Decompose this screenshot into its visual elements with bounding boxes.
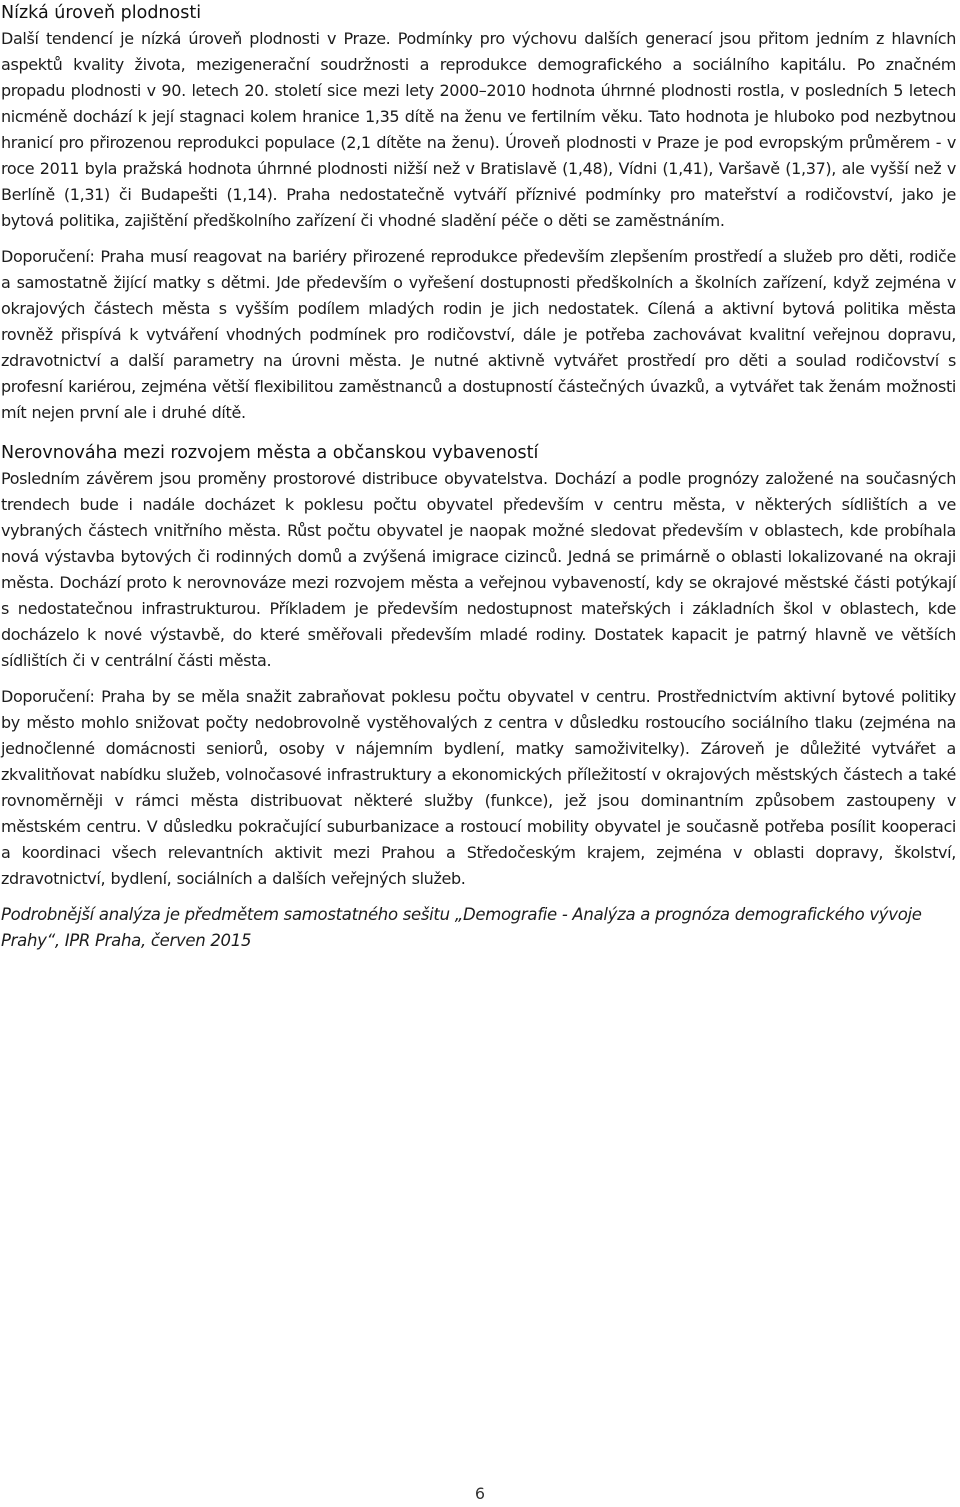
spacer xyxy=(1,426,956,440)
spacer xyxy=(1,892,956,902)
spacer xyxy=(1,674,956,684)
fertility-heading: Nízká úroveň plodnosti xyxy=(1,3,202,23)
imbalance-paragraph: Posledním závěrem jsou proměny prostorové distribuce obyvatelstva. Dochází a podle prognózy založené na současných trendech bude i nadále docházet k poklesu počtu obyvatel především v centru města, v některých sídlištích a ve vybraných částech vnitřního města. Růst počtu obyvatel je naopak možné sledovat především v oblastech, kde probíhala nová výstavba bytových či rodinných domů a zvýšená imigrace cizinců. Jedná se primárně o oblasti lokalizované na okraji města. Dochází proto k nerovnováze mezi rozvojem města a veřejnou vybaveností, kdy se okrajové městské části potýkají s nedostatečnou infrastrukturou. Příkladem je především nedostupnost mateřských i základních škol v oblastech, kde docházelo k nové výstavbě, do které směřovali především mladé rodiny. Dostatek kapacit je patrný hlavně ve větších sídlištích či v centrální části města. xyxy=(1,469,956,670)
page-number: 6 xyxy=(474,1484,486,1503)
imbalance-heading: Nerovnováha mezi rozvojem města a občanskou vybaveností xyxy=(1,443,539,463)
imbalance-recommendation: Doporučení: Praha by se měla snažit zabraňovat poklesu počtu obyvatel v centru. Prostřednictvím aktivní bytové politiky by město mohlo snižovat počty nedobrovolně vystěhovalých z centra v důsledku rostoucího sociálního tlaku (zejména na jednočlenné domácnosti seniorů, osoby v nájemním bydlení, matky samoživitelky). Zároveň je důležité vytvářet a zkvalitňovat nabídku služeb, volnočasové infrastruktury a ekonomických příležitostí v okrajových městských částech a také rovnoměrněji v rámci města distribuovat některé služby (funkce), jež jsou dominantním způsobem zastoupeny v městském centru. V důsledku pokračující suburbanizace a rostoucí mobility obyvatel je současně potřeba posílit kooperaci a koordinaci všech relevantních aktivit mezi Prahou a Středočeským krajem, zejména v oblasti dopravy, školství, zdravotnictví, bydlení, sociálních a dalších veřejných služeb. xyxy=(1,687,956,888)
spacer xyxy=(1,234,956,244)
fertility-paragraph: Další tendencí je nízká úroveň plodnosti v Praze. Podmínky pro výchovu dalších generací jsou přitom jedním z hlavních aspektů kvality života, mezigenerační soudržnosti a reprodukce demografického a sociálního kapitálu. Po značném propadu plodnosti v 90. letech 20. století sice mezi lety 2000–2010 hodnota úhrnné plodnosti rostla, v posledních 5 letech nicméně dochází k její stagnaci kolem hranice 1,35 dítě na ženu ve fertilním věku. Tato hodnota je hluboko pod nezbytnou hranicí pro přirozenou reprodukci populace (2,1 dítěte na ženu). Úroveň plodnosti v Praze je pod evropským průměrem - v roce 2011 byla pražská hodnota úhrnné plodnosti nižší než v Bratislavě (1,48), Vídni (1,41), Varšavě (1,37), ale vyšší než v Berlíně (1,31) či Budapešti (1,14). Praha nedostatečně vytváří příznivé podmínky pro mateřství a rodičovství, jako je bytová politika, zajištění předškolního zařízení či vhodné sladění péče o děti se zaměstnáním. xyxy=(1,29,956,230)
source-footnote: Podrobnější analýza je předmětem samostatného sešitu „Demografie - Analýza a prognóza demografického vývoje Prahy“, IPR Praha, červen 2015 xyxy=(1,905,922,950)
document-body xyxy=(1,0,956,954)
fertility-recommendation: Doporučení: Praha musí reagovat na bariéry přirozené reprodukce především zlepšením prostředí a služeb pro děti, rodiče a samostatně žijící matky s dětmi. Jde především o vyřešení dostupnosti předškolních a školních zařízení, když zejména v okrajových částech města s vyšším podílem mladých rodin je jich nedostatek. Cílená a aktivní bytová politika města rovněž přispívá k vytváření vhodných podmínek pro rodičovství, dále je potřeba zachovávat kvalitní veřejnou dopravu, zdravotnictví a další parametry na úrovni města. Je nutné aktivně vytvářet prostředí pro děti a soulad rodičovství s profesní kariérou, zejména větší flexibilitou zaměstnanců a dostupností částečných úvazků, a vytvářet tak ženám možnosti mít nejen první ale i druhé dítě. xyxy=(1,247,956,422)
